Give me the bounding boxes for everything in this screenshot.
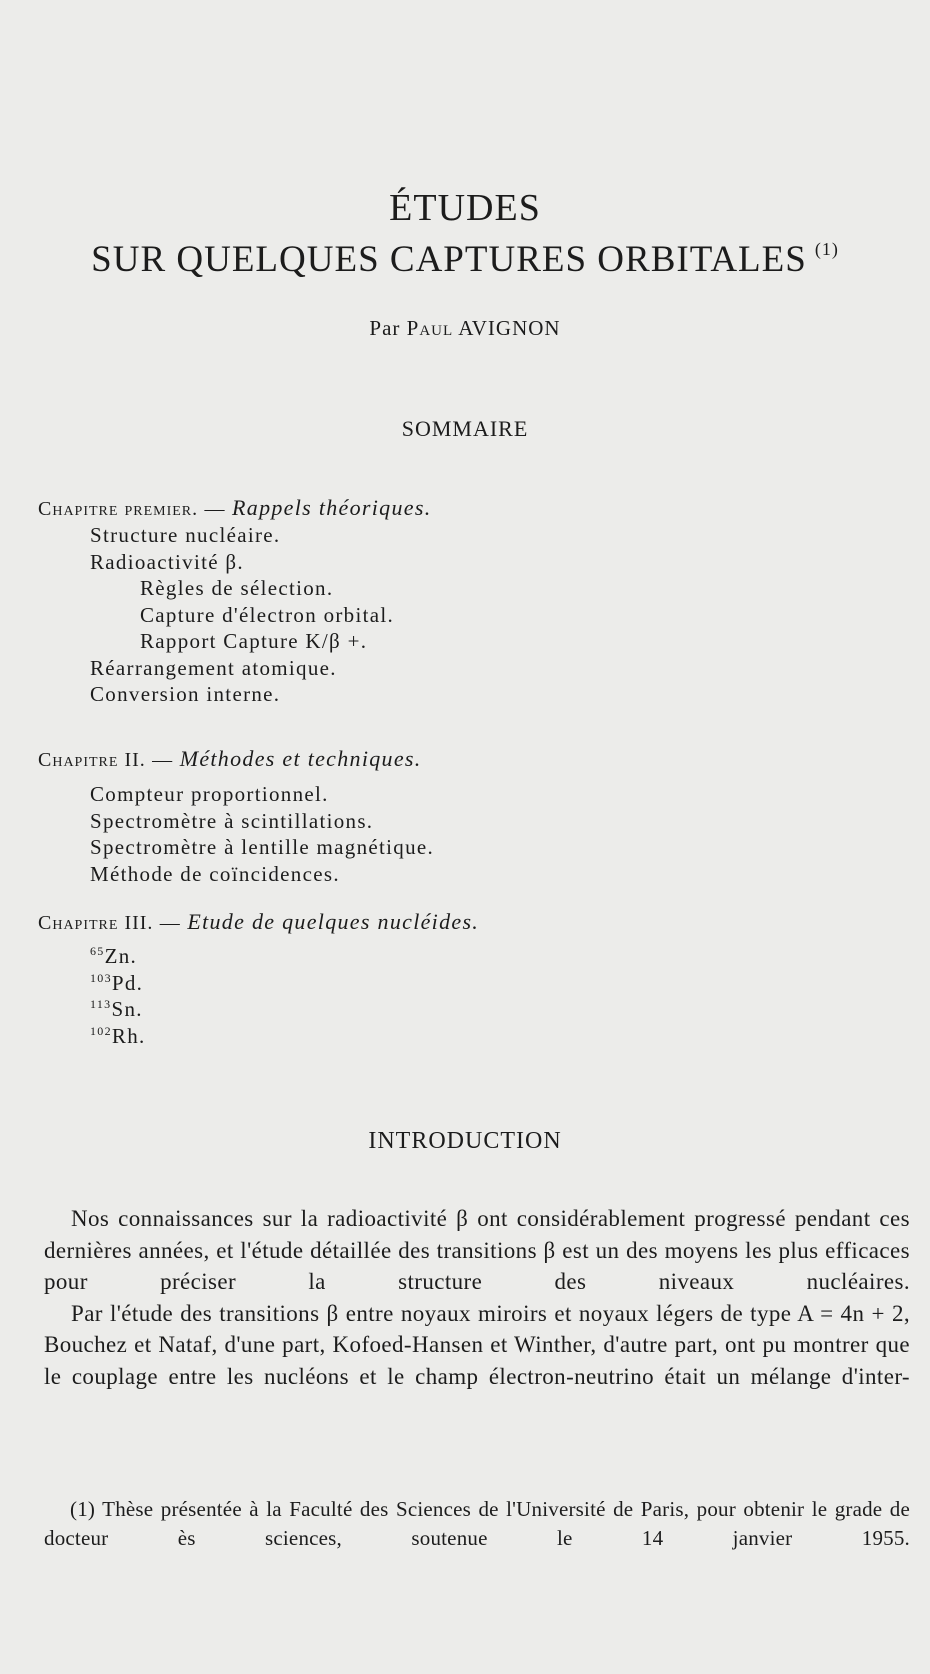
toc-item	[90, 997, 143, 1022]
toc-item-text: Capture d'électron orbital.	[140, 602, 395, 627]
introduction-body	[44, 1203, 910, 1392]
toc-chapter-dash: —	[153, 912, 188, 934]
toc-item	[90, 971, 143, 996]
title-footnote-ref[interactable]: (1)	[814, 239, 839, 259]
toc-item-text: Conversion interne.	[90, 682, 281, 706]
sommaire-heading: SOMMAIRE	[401, 416, 529, 441]
toc-item	[90, 550, 244, 575]
toc-item	[140, 603, 394, 628]
footnote-marker: (1)	[70, 1497, 96, 1521]
toc-item	[90, 809, 373, 834]
toc-chapter-title: Rappels théoriques.	[232, 495, 432, 520]
toc-item	[140, 629, 367, 654]
toc-item-text: Réarrangement atomique.	[90, 655, 337, 680]
toc-item-text: Rh.	[111, 1023, 146, 1048]
toc-chapter-label: Chapitre II.	[38, 749, 146, 771]
toc-item-text: Spectromètre à lentille magnétique.	[90, 835, 435, 859]
toc-item-text: Méthode de coïncidences.	[90, 861, 340, 886]
toc-item-text: Compteur proportionnel.	[90, 782, 329, 806]
footnote-text: Thèse présentée à la Faculté des Sciences de l'Université de Paris, pour obtenir le grade de docteur ès sciences, soutenue le 14 janvier 1955.	[44, 1497, 910, 1550]
toc-item	[90, 782, 329, 807]
author-line	[0, 316, 930, 341]
title-line-1: ÉTUDES	[389, 187, 541, 229]
toc-item-text: Structure nucléaire.	[90, 523, 281, 547]
toc-item-text: Rapport Capture K/β +.	[140, 629, 368, 653]
toc-item	[90, 835, 434, 860]
introduction-heading: INTRODUCTION	[368, 1128, 562, 1154]
toc-item-text: Pd.	[111, 970, 144, 995]
footnote-paragraph	[44, 1495, 910, 1553]
toc-chapter-title: Méthodes et techniques.	[179, 746, 422, 771]
toc-item	[90, 1024, 146, 1049]
toc-item	[90, 944, 137, 969]
toc-chapter-label: Chapitre premier.	[38, 498, 199, 520]
toc-chapter-label: Chapitre III.	[38, 912, 154, 934]
toc-chapter-1	[38, 495, 432, 521]
toc-item	[90, 682, 280, 707]
title-line-2	[0, 238, 930, 281]
toc-chapter-2	[38, 746, 422, 772]
toc-item-mass-number: 113	[90, 997, 112, 1011]
toc-item	[140, 576, 333, 601]
toc-item-mass-number: 103	[90, 970, 112, 985]
author-prefix: Par	[369, 316, 401, 340]
introduction-paragraph-2: Par l'étude des transitions β entre noyaux miroirs et noyaux légers de type A = 4n + 2, Bouchez et Nataf, d'une part, Kofoed-Hansen et Winther, d'autre part, ont pu montrer que le couplage entre les nucléons et le champ électron-neutrino était un mélange d'inter-	[44, 1300, 910, 1389]
toc-item-mass-number: 65	[90, 944, 105, 958]
toc-item	[90, 656, 337, 681]
author-lastname: AVIGNON	[458, 316, 561, 340]
toc-chapter-dash: —	[145, 749, 180, 771]
toc-chapter-dash: —	[198, 498, 233, 520]
toc-item-text: Règles de sélection.	[140, 576, 334, 600]
author-firstname: Paul	[406, 316, 454, 340]
toc-item-text: Zn.	[104, 944, 138, 968]
toc-chapter-title: Etude de quelques nucléides.	[187, 909, 480, 934]
toc-item-mass-number: 102	[90, 1023, 112, 1038]
toc-item	[90, 862, 340, 887]
toc-item-text: Radioactivité β.	[90, 549, 244, 574]
toc-item-text: Spectromètre à scintillations.	[90, 808, 374, 833]
toc-item	[90, 523, 280, 548]
toc-chapter-3	[38, 909, 479, 935]
toc-item-text: Sn.	[111, 997, 143, 1021]
introduction-paragraph-1: Nos connaissances sur la radioactivité β ont considérablement progressé pendant ces dernières années, et l'étude détaillée des transitions β est un des moyens les plus efficaces pour préciser la structure des niveaux nucléaires.	[44, 1206, 910, 1294]
title-line-2-text: SUR QUELQUES CAPTURES ORBITALES	[91, 239, 807, 280]
footnote	[44, 1495, 910, 1553]
